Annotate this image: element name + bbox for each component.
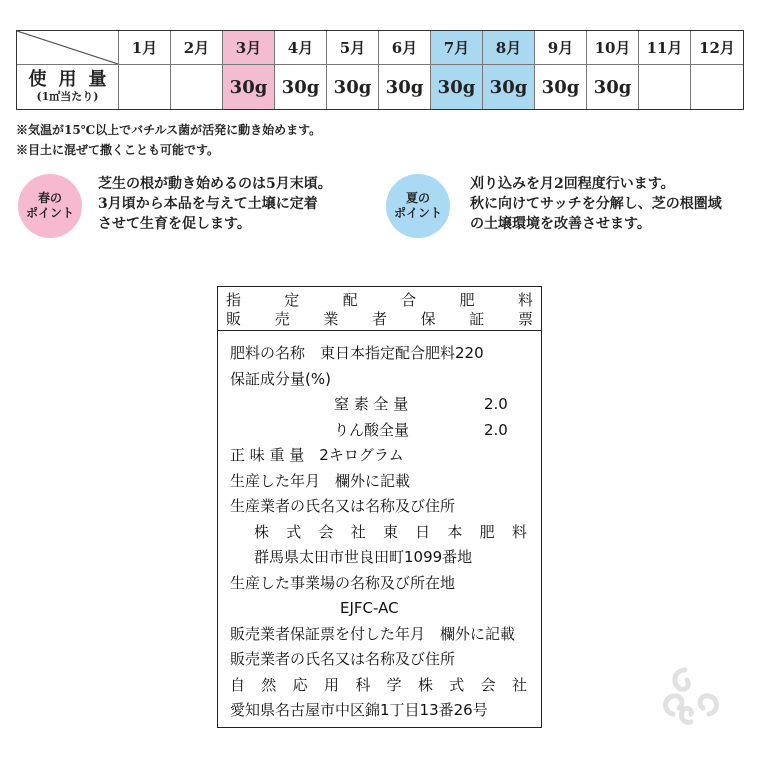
note-temperature: ※気温が15℃以上でバチルス菌が活発に動き始めます。 (16, 123, 322, 137)
spring-point-badge (18, 174, 82, 238)
usage-amount-cell (691, 65, 743, 109)
producer-name (230, 520, 541, 546)
usage-amount-cell (639, 65, 691, 109)
spaced-char: 応 (292, 675, 308, 694)
summer-line: の土壌環境を改善させます。 (470, 216, 651, 232)
net-weight: 正 味 重 量 2キログラム (230, 446, 404, 464)
brand-swirl-logo-icon (655, 662, 727, 734)
month-header: 10月 (587, 31, 639, 65)
usage-amount-cell: 30g (431, 65, 483, 109)
month-header: 1月 (119, 31, 171, 65)
component-name: りん酸全量 (334, 420, 410, 439)
spaced-char: 料 (511, 522, 527, 541)
month-header: 9月 (535, 31, 587, 65)
component-row (230, 418, 541, 444)
spaced-char: 売 (274, 310, 290, 328)
usage-sublabel: (1㎡当たり) (36, 90, 99, 104)
usage-amount-cell: 30g (379, 65, 431, 109)
summer-point-text (470, 174, 722, 234)
spaced-char: 定 (284, 291, 300, 309)
summer-line: 刈り込みを月2回程度行います。 (470, 176, 675, 192)
summer-badge-line1: 夏の (405, 191, 430, 205)
month-header: 11月 (639, 31, 691, 65)
spaced-char: 自 (230, 675, 246, 694)
spaced-char: 票 (517, 310, 533, 328)
usage-amount-cell: 30g (483, 65, 535, 109)
month-header: 12月 (691, 31, 743, 65)
spaced-char: 肥 (459, 291, 475, 309)
summer-point-badge (386, 174, 450, 238)
spaced-char: 料 (517, 291, 533, 309)
spring-badge-line1: 春の (37, 191, 62, 205)
spaced-char: 証 (469, 310, 485, 328)
spaced-char: 社 (350, 522, 366, 541)
spaced-char: 会 (318, 522, 334, 541)
spaced-char: 合 (401, 291, 417, 309)
spring-badge-line2: ポイント (25, 206, 74, 220)
components-title: 保証成分量(%) (230, 369, 331, 388)
usage-amount-cell: 30g (275, 65, 327, 109)
certificate-header (218, 287, 541, 331)
usage-row-label (17, 65, 119, 109)
spaced-char: 学 (386, 675, 402, 694)
producer-title: 生産業者の氏名又は名称及び住所 (230, 497, 456, 515)
produced-date: 生産した年月 欄外に記載 (230, 471, 411, 490)
component-value: 2.0 (484, 420, 508, 439)
certificate-header-line1 (226, 291, 533, 310)
month-header: 3月 (223, 31, 275, 65)
certificate-header-line2 (226, 310, 533, 329)
component-name: 窒 素 全 量 (334, 395, 409, 413)
spring-line: 芝生の根が動き始めるのは5月末頃。 (98, 176, 332, 192)
spring-line: 3月頃から本品を与えて土壌に定着 (98, 196, 318, 212)
component-value: 2.0 (484, 395, 508, 413)
spaced-char: 株 (417, 675, 433, 694)
spring-point-text (98, 174, 332, 234)
certificate-date: 販売業者保証票を付した年月 欄外に記載 (230, 624, 516, 643)
component-row (230, 392, 541, 418)
seller-title: 販売業者の氏名又は名称及び住所 (230, 650, 456, 668)
certificate-footer-cutoff (230, 723, 529, 728)
usage-amount-cell: 30g (327, 65, 379, 109)
spaced-char: 式 (286, 522, 302, 541)
spaced-char: 日 (415, 522, 431, 541)
usage-amount-cell: 30g (535, 65, 587, 109)
seller-address: 愛知県名古屋市中区錦1丁目13番26号 (230, 701, 488, 719)
spaced-char: 株 (254, 522, 270, 541)
month-header: 7月 (431, 31, 483, 65)
factory-name: EJFC-AC (340, 599, 399, 617)
usage-amount-cell (119, 65, 171, 109)
spaced-char: 用 (323, 675, 339, 694)
month-header: 6月 (379, 31, 431, 65)
usage-label: 使用量 (28, 69, 119, 91)
spaced-char: 社 (511, 675, 527, 694)
month-header: 5月 (327, 31, 379, 65)
producer-address: 群馬県太田市世良田町1099番地 (254, 548, 473, 566)
spaced-char: 東 (382, 522, 398, 541)
spaced-char: 本 (447, 522, 463, 541)
usage-amount-cell: 30g (223, 65, 275, 109)
spaced-char: 者 (371, 310, 387, 328)
table-corner-cell (17, 31, 119, 65)
spring-line: させて生育を促します。 (98, 216, 251, 232)
fertilizer-name: 肥料の名称 東日本指定配合肥料220 (230, 344, 484, 362)
spaced-char: 科 (355, 675, 371, 694)
spaced-char: 保 (420, 310, 436, 328)
month-header: 8月 (483, 31, 535, 65)
certificate-body (218, 331, 541, 724)
notes (16, 120, 321, 160)
spaced-char: 然 (261, 675, 277, 694)
summer-line: 秋に向けてサッチを分解し、芝の根圏域 (470, 196, 722, 212)
fertilizer-guarantee-certificate (217, 286, 542, 728)
spaced-char: 会 (480, 675, 496, 694)
usage-amount-cell: 30g (587, 65, 639, 109)
spaced-char: 式 (449, 675, 465, 694)
usage-table (16, 30, 744, 110)
usage-amount-cell (171, 65, 223, 109)
spaced-char: 肥 (479, 522, 495, 541)
month-header: 2月 (171, 31, 223, 65)
spaced-char: 指 (226, 291, 242, 309)
summer-badge-line2: ポイント (393, 206, 442, 220)
factory-title: 生産した事業場の名称及び所在地 (230, 573, 456, 592)
spaced-char: 配 (342, 291, 358, 309)
spaced-char: 販 (226, 310, 242, 328)
note-topsoil: ※目土に混ぜて撒くことも可能です。 (16, 143, 220, 157)
spaced-char: 業 (323, 310, 339, 328)
month-header: 4月 (275, 31, 327, 65)
seller-name (230, 673, 541, 699)
